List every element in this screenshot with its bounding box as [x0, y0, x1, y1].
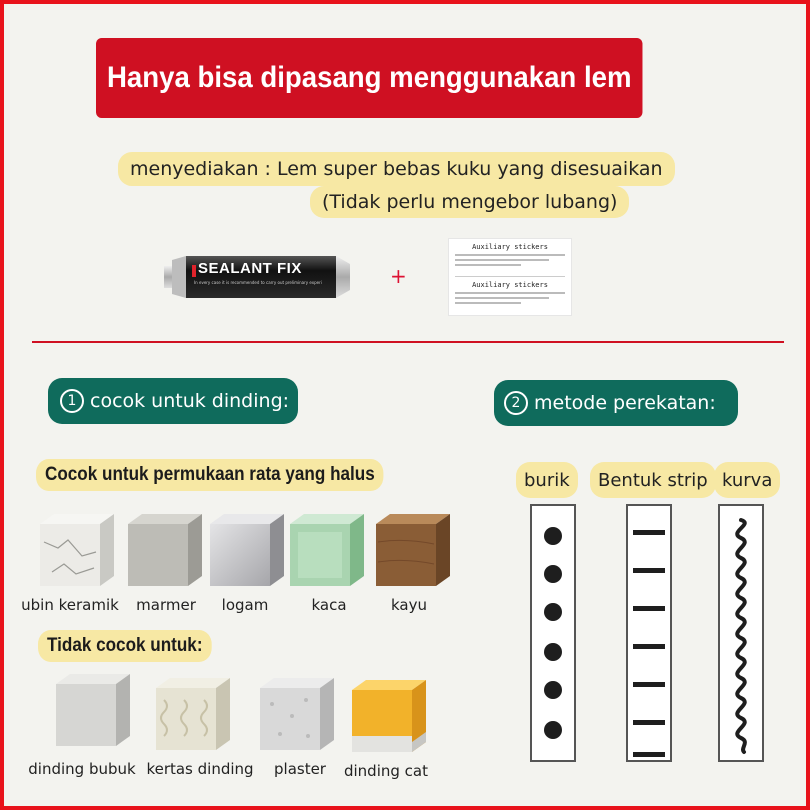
- title-banner: [96, 38, 642, 118]
- method-label-strips: Bentuk strip: [590, 462, 716, 498]
- sticker-2: [449, 277, 571, 315]
- marble-cube-icon: [38, 512, 118, 592]
- material-label: ubin keramik: [21, 596, 119, 614]
- suitable-walls-pill: [48, 378, 298, 424]
- material-label: kayu: [391, 596, 427, 614]
- step-number: 2: [504, 391, 528, 415]
- plus-sign: +: [390, 264, 407, 288]
- sticker-1: [449, 239, 571, 277]
- stone-cube-icon: [126, 512, 206, 592]
- provide-note: (Tidak perlu mengebor lubang): [310, 186, 629, 218]
- provide-line: menyediakan : Lem super bebas kuku yang disesuaikan: [118, 152, 675, 186]
- powder-cube-icon: [54, 672, 134, 752]
- glass-cube-icon: [288, 512, 368, 592]
- plaster-cube-icon: [258, 676, 338, 756]
- bonding-method-label: metode perekatan:: [534, 392, 716, 414]
- tube-label: SEALANT FIX: [198, 260, 302, 277]
- step-number: 1: [60, 389, 84, 413]
- paint-cube-icon: [350, 678, 430, 758]
- method-label-curve: kurva: [714, 462, 780, 498]
- curve-pattern-icon: [718, 504, 764, 762]
- dots-pattern-icon: [530, 504, 576, 762]
- sticker-title: Auxiliary stickers: [472, 281, 548, 289]
- wood-cube-icon: [374, 512, 454, 592]
- sticker-title: Auxiliary stickers: [472, 243, 548, 251]
- tube-fineprint: In every case it is recommended to carry out preliminary experi: [194, 280, 322, 285]
- metal-cube-icon: [208, 512, 288, 592]
- auxiliary-stickers-image: [448, 238, 572, 316]
- material-label: logam: [221, 596, 269, 614]
- glue-tube-image: [164, 252, 350, 302]
- material-label: dinding bubuk: [28, 760, 136, 778]
- suitable-walls-label: cocok untuk dinding:: [90, 390, 290, 412]
- page-title: Hanya bisa dipasang menggunakan lem: [106, 61, 632, 94]
- method-label-dots: burik: [516, 462, 578, 498]
- material-label: plaster: [274, 760, 326, 778]
- material-label: kertas dinding: [146, 760, 254, 778]
- material-label: dinding cat: [343, 762, 428, 780]
- unsuitable-heading: Tidak cocok untuk:: [38, 630, 212, 662]
- strips-pattern-icon: [626, 504, 672, 762]
- material-label: kaca: [311, 596, 347, 614]
- wallpaper-cube-icon: [154, 676, 234, 756]
- bonding-method-pill: [494, 380, 738, 426]
- suitable-heading: Cocok untuk permukaan rata yang halus: [36, 459, 384, 491]
- section-divider: [32, 341, 784, 343]
- material-label: marmer: [136, 596, 196, 614]
